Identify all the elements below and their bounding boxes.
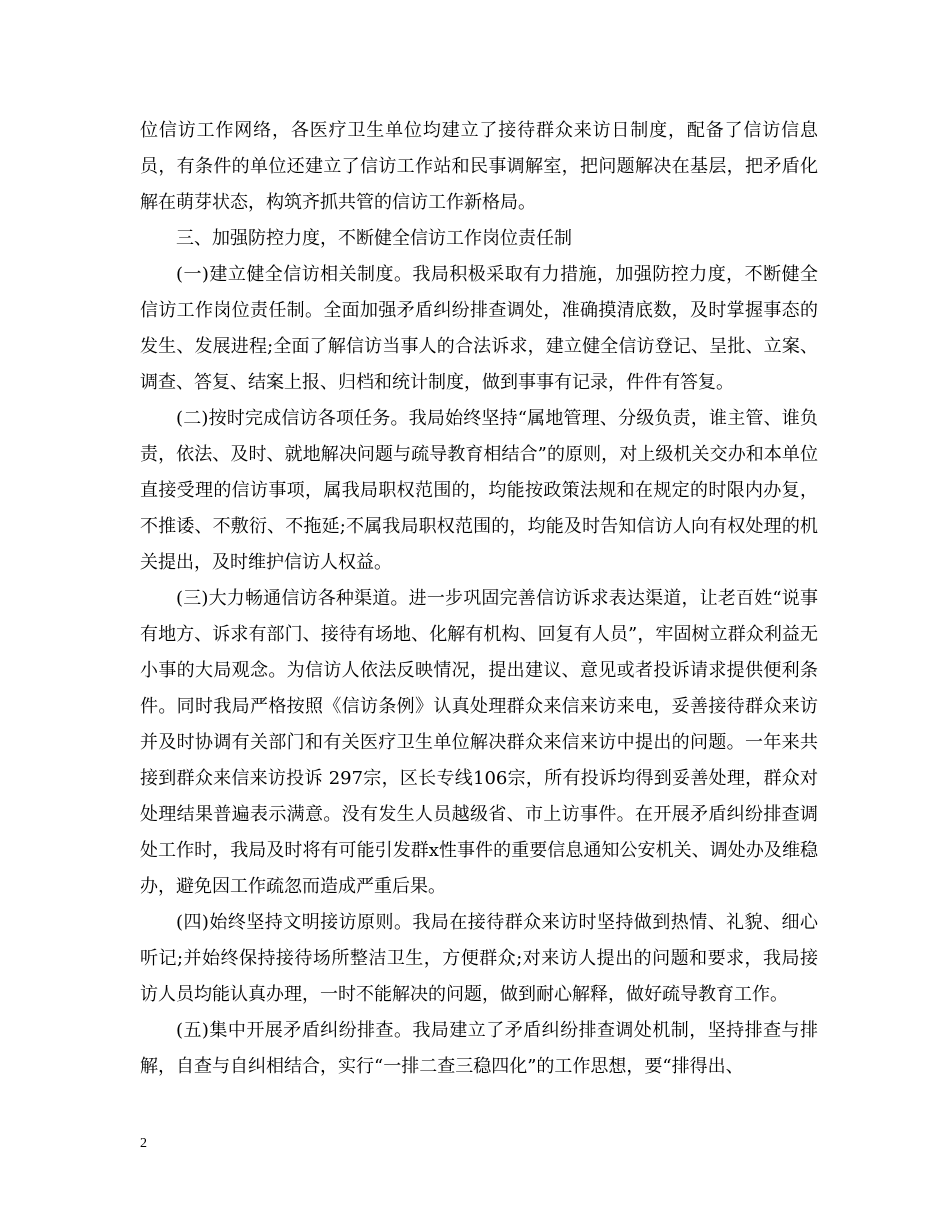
document-body [140, 113, 818, 1085]
paragraph-5: (四)始终坚持文明接访原则。我局在接待群众来访时坚持做到热情、礼貌、细心听记;并始终保持接待场所整洁卫生，方便群众;对来访人提出的问题和要求，我局接访人员均能认真办理，一时不能解决的问题，做到耐心解释，做好疏导教育工作。 [140, 912, 818, 1005]
paragraph-2: (一)建立健全信访相关制度。我局积极采取有力措施，加强防控力度，不断健全信访工作岗位责任制。全面加强矛盾纠纷排查调处，准确摸清底数，及时掌握事态的发生、发展进程;全面了解信访当事人的合法诉求，建立健全信访登记、呈批、立案、调查、答复、结案上报、归档和统计制度，做到事事有记录，件件有答复。 [140, 264, 818, 393]
paragraph-6: (五)集中开展矛盾纠纷排查。我局建立了矛盾纠纷排查调处机制，坚持排查与排解，自查与自纠相结合，实行“一排二查三稳四化”的工作思想，要“排得出、 [140, 1020, 818, 1077]
section-heading: 三、加强防控力度，不断健全信访工作岗位责任制 [176, 228, 572, 249]
paragraph-4: (三)大力畅通信访各种渠道。进一步巩固完善信访诉求表达渠道，让老百姓“说事有地方、诉求有部门、接待有场地、化解有机构、回复有人员”，牢固树立群众利益无小事的大局观念。为信访人依法反映情况，提出建议、意见或者投诉请求提供便利条件。同时我局严格按照《信访条例》认真处理群众来信来访来电，妥善接待群众来访并及时协调有关部门和有关医疗卫生单位解决群众来信来访中提出的问题。一年来共接到群众来信来访投诉 297宗，区长专线106宗，所有投诉均得到妥善处理，群众对处理结果普遍表示满意。没有发生人员越级省、市上访事件。在开展矛盾纠纷排查调处工作时，我局及时将有可能引发群x性事件的重要信息通知公安机关、调处办及维稳办，避免因工作疏忽而造成严重后果。 [140, 588, 818, 897]
page-number: 2 [140, 1136, 147, 1151]
paragraph-3: (二)按时完成信访各项任务。我局始终坚持“属地管理、分级负责，谁主管、谁负责，依法、及时、就地解决问题与疏导教育相结合”的原则，对上级机关交办和本单位直接受理的信访事项，属我局职权范围的，均能按政策法规和在规定的时限内办复，不推诿、不敷衍、不拖延;不属我局职权范围的，均能及时告知信访人向有权处理的机关提出，及时维护信访人权益。 [140, 408, 818, 573]
paragraph-1: 位信访工作网络，各医疗卫生单位均建立了接待群众来访日制度，配备了信访信息员，有条件的单位还建立了信访工作站和民事调解室，把问题解决在基层，把矛盾化解在萌芽状态，构筑齐抓共管的信访工作新格局。 [140, 120, 818, 213]
